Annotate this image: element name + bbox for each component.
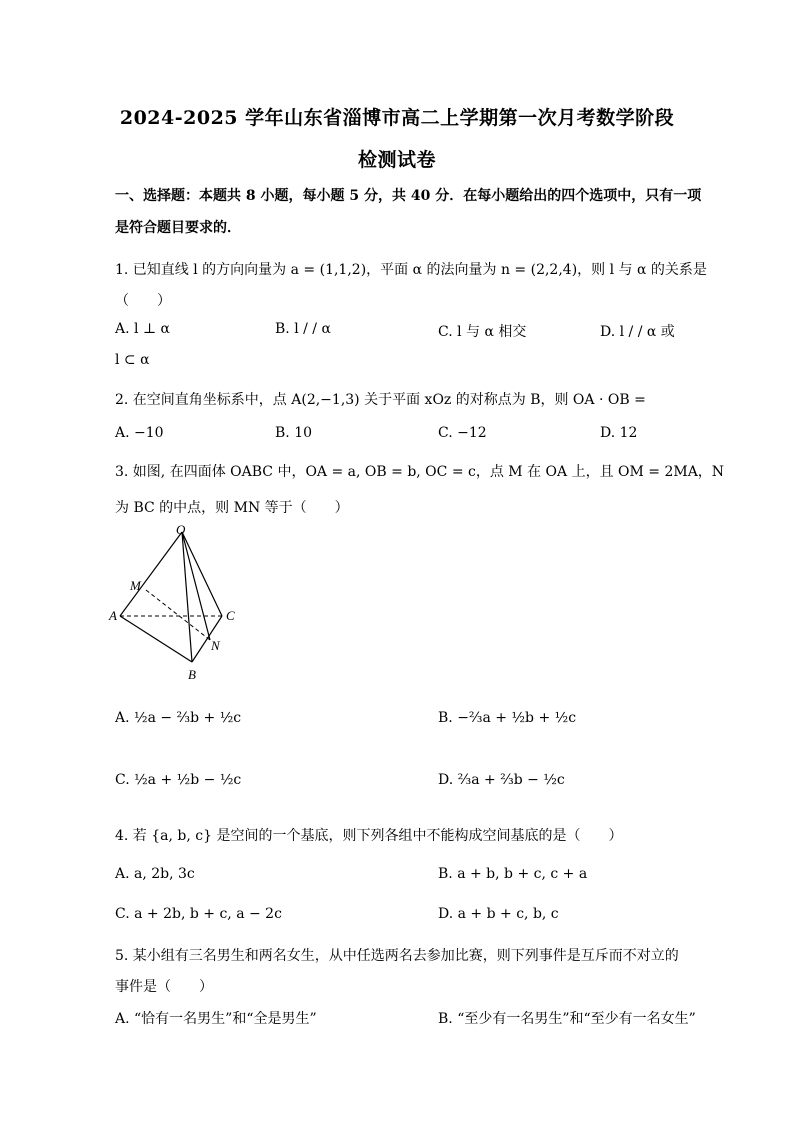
q4-stem: 4. 若 {a, b, c} 是空间的一个基底，则下列各组中不能构成空间基底的是（ ） <box>115 828 623 844</box>
q5-stem-line1: 5. 某小组有三名男生和两名女生，从中任选两名去参加比赛，则下列事件是互斥而不对立的 <box>115 948 679 964</box>
label-m: M <box>130 578 141 593</box>
label-n: N <box>211 638 220 653</box>
q4-option-a: A. a, 2b, 3c <box>115 866 195 882</box>
q5-option-a: A. “恰有一名男生”和“全是男生” <box>115 1011 317 1027</box>
section-heading-line2: 是符合题目要求的． <box>115 220 241 236</box>
q1-stem-line1: 1. 已知直线 l 的方向向量为 a = (1,1,2)，平面 α 的法向量为 n = (2,2,4)，则 l 与 α 的关系是 <box>115 262 707 278</box>
q5-option-b: B. “至少有一名男生”和“至少有一名女生” <box>438 1011 696 1027</box>
q2-option-d: D. 12 <box>600 425 638 441</box>
q1-option-c: C. l 与 α 相交 <box>438 324 527 340</box>
q4-option-d: D. a + b + c, b, c <box>438 906 559 922</box>
q1-option-a: A. l ⊥ α <box>115 321 171 337</box>
q3-option-d: D. ⅔a + ⅔b − ½c <box>438 772 565 788</box>
edge-ab <box>120 616 192 662</box>
section-heading-line1: 一、选择题：本题共 8 小题，每小题 5 分，共 40 分．在每小题给出的四个选项中，只有一项 <box>115 188 702 204</box>
q2-stem: 2. 在空间直角坐标系中，点 A(2,−1,3) 关于平面 xOz 的对称点为 B，则 OA · OB = <box>115 392 646 408</box>
q2-option-b: B. 10 <box>275 425 313 441</box>
label-c: C <box>226 608 235 623</box>
q3-option-c: C. ½a + ½b − ½c <box>115 772 242 788</box>
q4-option-b: B. a + b, b + c, c + a <box>438 866 588 882</box>
q3-stem-line2: 为 BC 的中点，则 MN 等于（ ） <box>115 500 349 516</box>
q2-option-a: A. −10 <box>115 425 164 441</box>
q5-stem-line2: 事件是（ ） <box>115 979 213 995</box>
q2-option-c: C. −12 <box>438 425 487 441</box>
q1-option-d: D. l / / α 或 <box>600 324 675 340</box>
q1-stem-line2: （ ） <box>115 293 171 309</box>
q1-option-b: B. l / / α <box>275 321 331 337</box>
document-title-line1: 2024-2025 学年山东省淄博市高二上学期第一次月考数学阶段 <box>119 107 675 129</box>
label-a: A <box>109 608 117 623</box>
label-o: O <box>176 522 186 537</box>
segment-mn-hidden <box>146 590 210 640</box>
document-title-line2: 检测试卷 <box>357 149 436 171</box>
q1-option-d-cont: l ⊂ α <box>115 352 150 368</box>
edge-oa <box>120 532 182 616</box>
tetrahedron-figure <box>108 522 258 684</box>
label-b: B <box>188 667 196 682</box>
q4-option-c: C. a + 2b, b + c, a − 2c <box>115 906 282 922</box>
tetrahedron-diagram <box>108 522 258 684</box>
q3-option-a: A. ½a − ⅔b + ½c <box>115 710 242 726</box>
q3-option-b: B. −⅔a + ½b + ½c <box>438 710 577 726</box>
q3-stem-line1: 3. 如图, 在四面体 OABC 中，OA = a, OB = b, OC = c，点 M 在 OA 上，且 OM = 2MA，N <box>115 464 725 480</box>
